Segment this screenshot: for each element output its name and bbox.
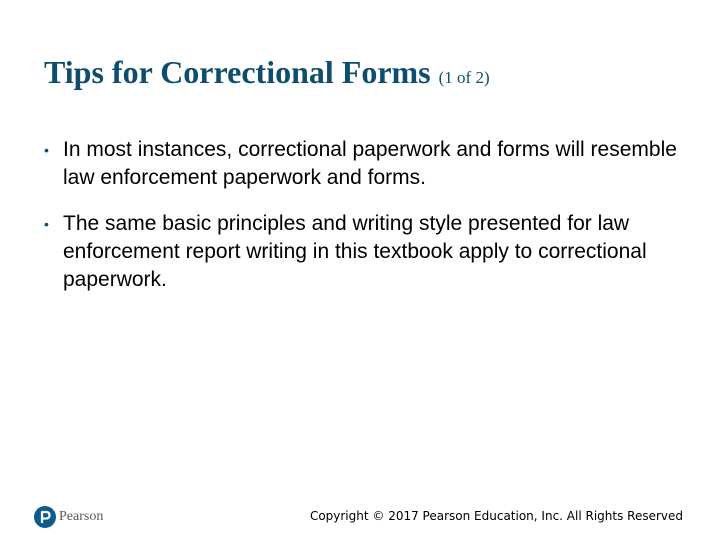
bullet-list [44, 136, 684, 312]
bullet-text: In most instances, correctional paperwork and forms will resemble law enforcement paperwork and forms. [63, 138, 677, 189]
pearson-logo-icon [34, 506, 56, 528]
bullet-item [44, 210, 684, 294]
pearson-logo [34, 506, 103, 528]
bullet-item [44, 136, 684, 192]
pearson-logo-text: Pearson [59, 509, 104, 524]
bullet-dot: • [44, 142, 49, 158]
bullet-dot: • [44, 216, 49, 232]
title-text: Tips for Correctional Forms [44, 54, 431, 90]
bullet-text: The same basic principles and writing style presented for law enforcement report writing in this textbook apply to correctional paperwork. [63, 212, 647, 291]
copyright-notice: Copyright © 2017 Pearson Education, Inc. All Rights Reserved [309, 509, 683, 523]
slide-title [44, 54, 490, 91]
title-page-indicator: (1 of 2) [438, 68, 490, 87]
